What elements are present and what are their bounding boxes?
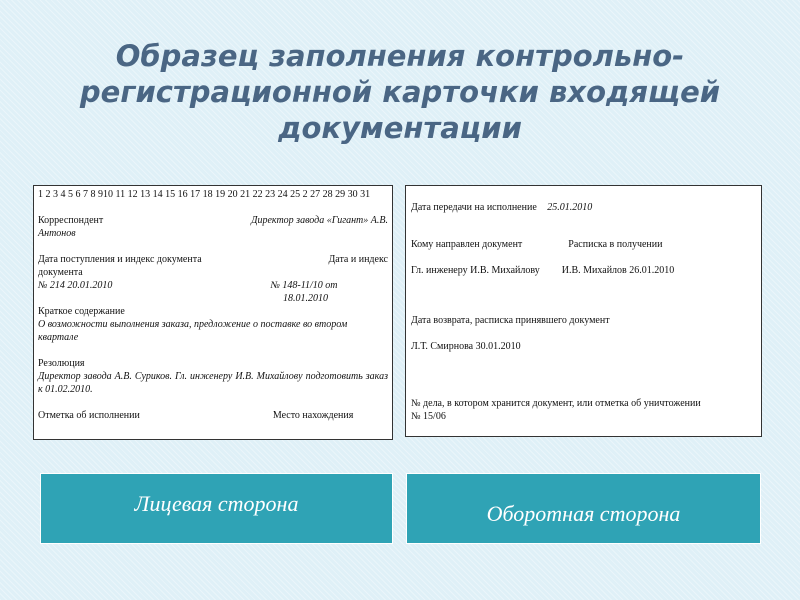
receipt-signature-label: Расписка в получении [568, 239, 663, 250]
receipt-label-cont: документа [38, 267, 83, 278]
sent-to-value: Гл. инженеру И.В. Михайлову [411, 265, 540, 276]
summary-label: Краткое содержание [38, 306, 125, 317]
summary-value: О возможности выполнения заказа, предложение о поставке во втором квартале [38, 319, 348, 343]
transfer-label: Дата передачи на исполнение [411, 202, 537, 213]
card-front-side [33, 185, 393, 440]
page-title [60, 38, 740, 146]
card-back-side [405, 185, 762, 437]
back-side-button[interactable]: Оборотная сторона [406, 473, 761, 544]
front-side-button[interactable]: Лицевая сторона [40, 473, 393, 544]
location-label: Место нахождения [272, 410, 354, 421]
return-label: Дата возврата, расписка принявшего документ [411, 315, 610, 326]
day-numbers: 1 2 3 4 5 6 7 8 910 11 12 13 14 15 16 17 18 19 20 21 22 23 24 25 2 27 28 29 30 31 [38, 189, 371, 200]
correspondent-value-cont: Антонов [38, 228, 76, 239]
execution-label: Отметка об исполнении [38, 410, 140, 421]
case-value: № 15/06 [411, 411, 446, 422]
doc-date-index-label: Дата и индекс [328, 254, 388, 265]
transfer-date: 25.01.2010 [547, 202, 593, 213]
receipt-signature-value: И.В. Михайлов 26.01.2010 [561, 265, 675, 276]
correspondent-label: Корреспондент [38, 215, 104, 226]
resolution-value: Директор завода А.В. Суриков. Гл. инженеру И.В. Михайлову подготовить заказ к 01.02.2010. [38, 371, 388, 395]
sent-to-label: Кому направлен документ [411, 239, 523, 250]
correspondent-value: Директор завода «Гигант» А.В. [251, 215, 388, 226]
doc-date-value: 18.01.2010 [283, 293, 328, 304]
title-line-2: регистрационной карточки входящей [79, 75, 721, 109]
receipt-value: № 214 20.01.2010 [38, 280, 113, 291]
resolution-label: Резолюция [38, 358, 85, 369]
case-label: № дела, в котором хранится документ, или отметка об уничтожении [411, 398, 701, 409]
doc-index-value: № 148-11/10 от [270, 280, 338, 291]
receipt-label: Дата поступления и индекс документа [38, 254, 202, 265]
return-value: Л.Т. Смирнова 30.01.2010 [411, 341, 521, 352]
title-line-1: Образец заполнения контрольно- [115, 39, 685, 73]
title-line-3: документации [278, 111, 522, 145]
